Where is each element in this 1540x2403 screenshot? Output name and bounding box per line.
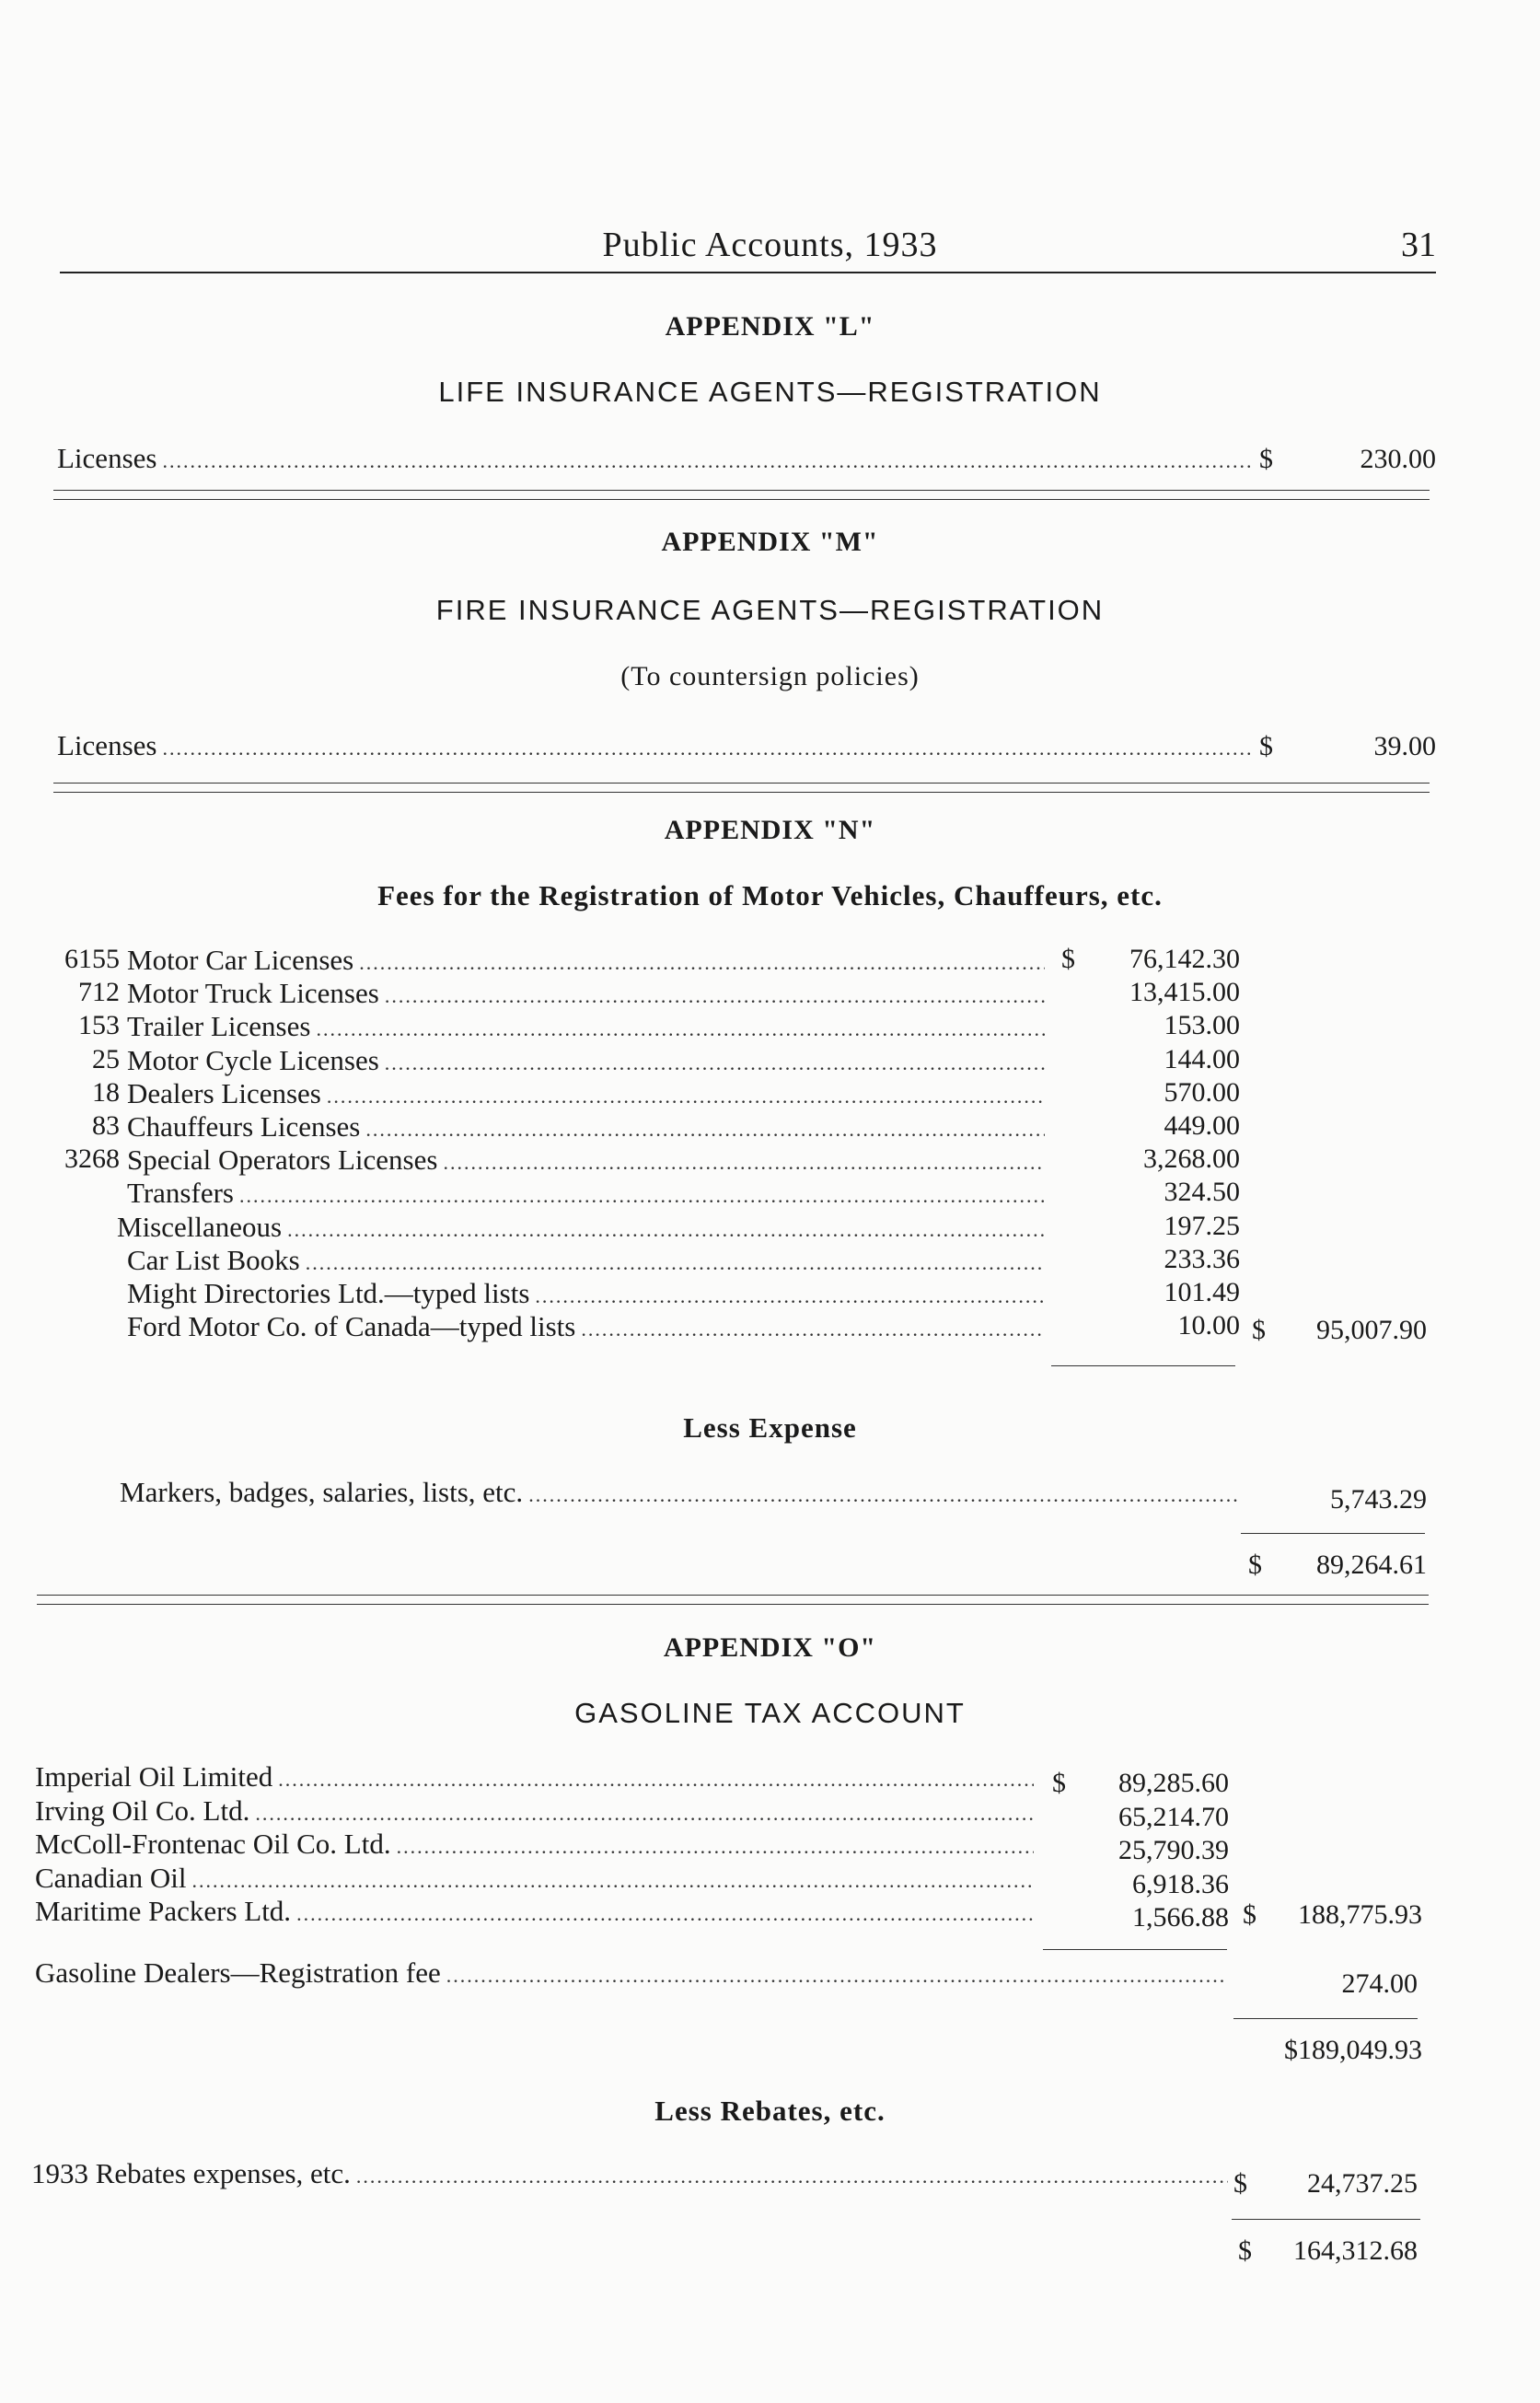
leader-dots: [356, 2165, 1228, 2188]
item-label: Imperial Oil Limited: [35, 1760, 273, 1793]
expense-label: Markers, badges, salaries, lists, etc.: [120, 1476, 524, 1508]
item-count: 153: [78, 1010, 120, 1040]
list-item: [35, 1794, 1034, 1828]
appendix-l-heading: APPENDIX "L": [665, 311, 875, 342]
item-label: Special Operators Licenses: [127, 1143, 438, 1176]
list-item: [127, 1110, 1045, 1143]
list-item: [35, 1862, 1034, 1895]
item-count: 3268: [64, 1143, 120, 1174]
item-label: Car List Books: [127, 1244, 300, 1276]
list-item: [35, 1895, 1034, 1928]
section-double-rule: [53, 783, 1430, 784]
appendix-n-expense-row: [120, 1476, 1238, 1509]
list-item: [127, 944, 1045, 977]
leader-dots: [535, 1284, 1045, 1308]
item-label: Motor Cycle Licenses: [127, 1044, 379, 1076]
list-item: [35, 1760, 1034, 1794]
leader-dots: [365, 1118, 1045, 1142]
total-rule: [1241, 1533, 1425, 1534]
item-label: Chauffeurs Licenses: [127, 1110, 361, 1143]
item-amount: 101.49: [1164, 1277, 1240, 1307]
leader-dots: [359, 951, 1045, 975]
header-rule: [60, 272, 1436, 273]
header-title: Public Accounts, 1933: [602, 226, 938, 264]
item-amount: 144.00: [1164, 1044, 1240, 1074]
appendix-m-amount: 39.00: [1373, 731, 1436, 761]
list-item: [127, 1277, 1045, 1310]
list-item: [127, 977, 1045, 1010]
leader-dots: [316, 1017, 1045, 1041]
section-double-rule: [53, 499, 1430, 500]
item-amount: 3,268.00: [1143, 1143, 1240, 1174]
section-double-rule: [53, 792, 1430, 793]
appendix-o-title: GASOLINE TAX ACCOUNT: [574, 1697, 966, 1729]
item-label: Irving Oil Co. Ltd.: [35, 1794, 250, 1827]
item-amount: 10.00: [1177, 1310, 1240, 1341]
appendix-o-gross: $189,049.93: [1284, 2035, 1422, 2065]
appendix-n-net-currency: $: [1248, 1550, 1262, 1580]
subtotal-rule: [1051, 1365, 1235, 1366]
item-amount: 153.00: [1164, 1010, 1240, 1040]
leader-dots: [296, 1902, 1034, 1926]
leader-dots: [528, 1483, 1238, 1507]
appendix-m-note: (To countersign policies): [620, 661, 920, 691]
appendix-m-title: FIRE INSURANCE AGENTS—REGISTRATION: [435, 594, 1105, 626]
item-label: Canadian Oil: [35, 1862, 187, 1894]
item-amount: 65,214.70: [1118, 1802, 1229, 1832]
leader-dots: [162, 449, 1254, 473]
appendix-o-subtotal: 188,775.93: [1298, 1899, 1422, 1930]
total-rule: [1233, 2018, 1418, 2019]
appendix-l-row: [57, 442, 1254, 475]
leader-dots: [287, 1218, 1045, 1242]
list-item: [117, 1211, 1045, 1244]
appendix-m-label: Licenses: [57, 729, 157, 761]
leader-dots: [397, 1835, 1034, 1859]
appendix-n-subtitle: Fees for the Registration of Motor Vehicles, Chauffeurs, etc.: [377, 879, 1163, 911]
list-item: [127, 1310, 1045, 1343]
item-amount: 1,566.88: [1132, 1902, 1229, 1933]
list-item: [127, 1244, 1045, 1277]
item-count: 6155: [64, 944, 120, 974]
appendix-l-amount: 230.00: [1360, 444, 1436, 474]
item-amount: 13,415.00: [1129, 977, 1240, 1007]
appendix-l-label: Licenses: [57, 442, 157, 474]
leader-dots: [446, 1964, 1227, 1988]
item-amount: 76,142.30: [1129, 944, 1240, 974]
item-amount: 197.25: [1164, 1211, 1240, 1241]
expense-amount: 5,743.29: [1330, 1484, 1427, 1515]
appendix-m-row: [57, 729, 1254, 762]
appendix-n-heading: APPENDIX "N": [664, 815, 876, 845]
total-rule: [1232, 2219, 1420, 2220]
rebates-label: 1933 Rebates expenses, etc.: [31, 2157, 351, 2189]
appendix-n-net: 89,264.61: [1316, 1550, 1427, 1580]
list-item: [127, 1044, 1045, 1077]
item-currency: $: [1061, 944, 1075, 974]
running-header: [0, 219, 1540, 274]
leader-dots: [191, 1869, 1034, 1893]
item-count: 83: [92, 1110, 120, 1141]
item-label: Miscellaneous: [117, 1211, 283, 1243]
item-label: Dealers Licenses: [127, 1077, 321, 1109]
item-label: McColl-Frontenac Oil Co. Ltd.: [35, 1828, 391, 1860]
item-label: Transfers: [127, 1177, 234, 1209]
item-count: 712: [78, 977, 120, 1007]
appendix-m-heading: APPENDIX "M": [661, 527, 879, 557]
dealers-row: [35, 1956, 1227, 1990]
subtotal-rule: [1043, 1949, 1227, 1950]
item-label: Maritime Packers Ltd.: [35, 1895, 292, 1927]
leader-dots: [327, 1085, 1045, 1109]
appendix-o-subtotal-currency: $: [1243, 1899, 1256, 1930]
item-amount: 449.00: [1164, 1110, 1240, 1141]
appendix-l-currency: $: [1259, 444, 1273, 474]
section-double-rule: [53, 490, 1430, 491]
appendix-n-total: 95,007.90: [1316, 1315, 1427, 1345]
list-item: [127, 1177, 1045, 1210]
section-double-rule: [37, 1604, 1429, 1605]
appendix-o-heading: APPENDIX "O": [663, 1632, 877, 1663]
list-item: [127, 1143, 1045, 1177]
appendix-o-net: 164,312.68: [1293, 2235, 1418, 2266]
item-amount: 324.50: [1164, 1177, 1240, 1207]
item-amount: 233.36: [1164, 1244, 1240, 1274]
section-double-rule: [37, 1595, 1429, 1596]
list-item: [127, 1010, 1045, 1043]
appendix-n-total-currency: $: [1252, 1315, 1266, 1345]
appendix-m-currency: $: [1259, 731, 1273, 761]
page-number: 31: [1401, 226, 1436, 264]
leader-dots: [581, 1318, 1045, 1341]
leader-dots: [255, 1802, 1034, 1826]
leader-dots: [385, 984, 1045, 1008]
appendix-n-less-heading: Less Expense: [683, 1411, 857, 1444]
item-label: Ford Motor Co. of Canada—typed lists: [127, 1310, 576, 1342]
item-label: Motor Car Licenses: [127, 944, 354, 976]
dealers-amount: 274.00: [1341, 1968, 1418, 1999]
item-label: Trailer Licenses: [127, 1010, 311, 1042]
leader-dots: [306, 1251, 1045, 1275]
leader-dots: [443, 1151, 1045, 1175]
leader-dots: [278, 1768, 1034, 1792]
dealers-label: Gasoline Dealers—Registration fee: [35, 1956, 441, 1989]
appendix-l-title: LIFE INSURANCE AGENTS—REGISTRATION: [438, 376, 1102, 408]
leader-dots: [239, 1184, 1045, 1208]
list-item: [127, 1077, 1045, 1110]
item-amount: 25,790.39: [1118, 1835, 1229, 1865]
item-count: 25: [92, 1044, 120, 1074]
item-amount: 570.00: [1164, 1077, 1240, 1108]
item-amount: 6,918.36: [1132, 1869, 1229, 1899]
list-item: [35, 1828, 1034, 1861]
appendix-o-less-heading: Less Rebates, etc.: [654, 2095, 886, 2127]
appendix-o-net-currency: $: [1238, 2235, 1252, 2266]
item-amount: 89,285.60: [1118, 1768, 1229, 1798]
rebates-amount: 24,737.25: [1307, 2168, 1418, 2199]
item-label: Might Directories Ltd.—typed lists: [127, 1277, 530, 1309]
leader-dots: [162, 737, 1254, 760]
item-count: 18: [92, 1077, 120, 1108]
item-currency: $: [1052, 1768, 1066, 1798]
rebates-currency: $: [1233, 2168, 1247, 2199]
item-label: Motor Truck Licenses: [127, 977, 379, 1009]
rebates-row: [31, 2157, 1228, 2190]
leader-dots: [385, 1051, 1045, 1075]
